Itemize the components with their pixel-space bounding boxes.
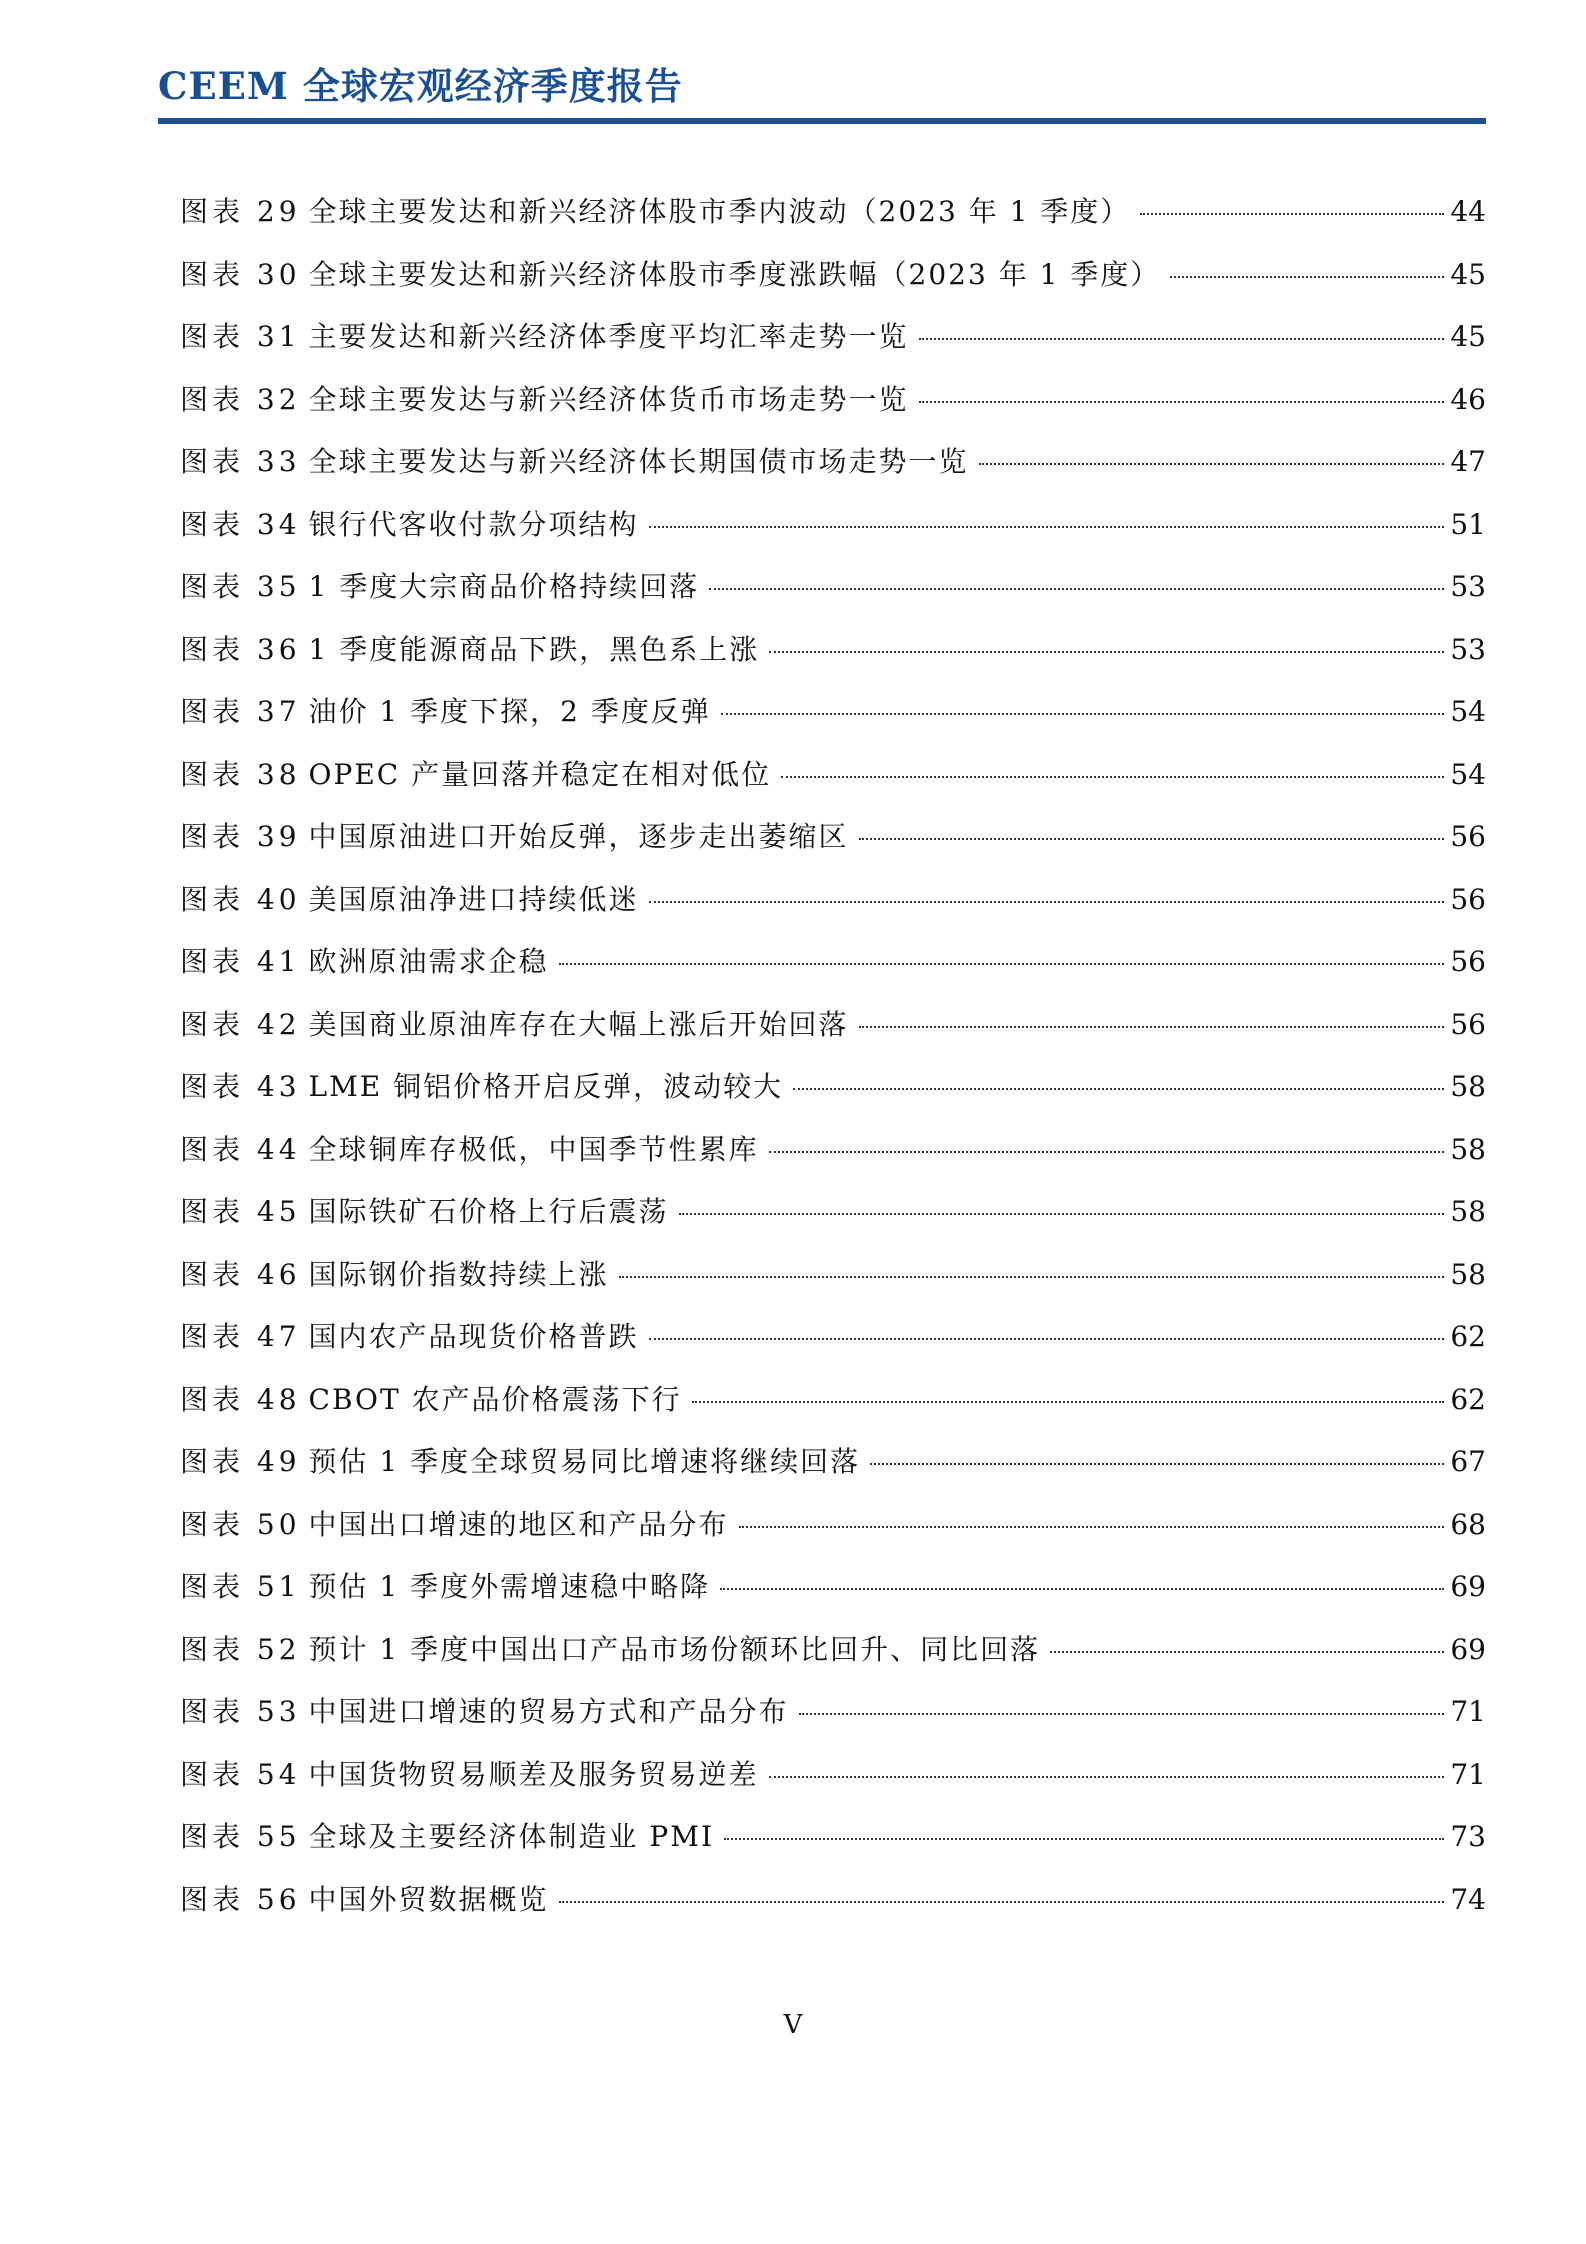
- toc-entry-dot-leader: [793, 1088, 1444, 1090]
- toc-entry-page-number: 69: [1450, 1632, 1486, 1666]
- toc-entry-figure-number: 图表 35: [180, 570, 301, 603]
- toc-entry-page-number: 71: [1450, 1695, 1486, 1728]
- toc-entry-dot-leader: [799, 1713, 1445, 1715]
- toc-entry[interactable]: [180, 1561, 1486, 1624]
- toc-entry-figure-number: 图表 32: [180, 382, 301, 416]
- toc-entry-dot-leader: [919, 338, 1445, 340]
- toc-entry-dot-leader: [739, 1526, 1445, 1528]
- toc-entry[interactable]: [180, 1061, 1486, 1124]
- toc-entry-dot-leader: [859, 1026, 1445, 1028]
- toc-entry-dot-leader: [1140, 213, 1444, 215]
- toc-entry[interactable]: [180, 1436, 1486, 1499]
- toc-entry-title: 中国进口增速的贸易方式和产品分布: [308, 1695, 789, 1728]
- toc-entry-title: 中国货物贸易顺差及服务贸易逆差: [308, 1757, 759, 1791]
- toc-entry-figure-number: 图表 44: [180, 1132, 301, 1166]
- toc-entry-title: 国际钢价指数持续上涨: [308, 1257, 609, 1291]
- toc-entry-title: 全球主要发达与新兴经济体货币市场走势一览: [308, 382, 909, 416]
- toc-entry[interactable]: [180, 499, 1486, 562]
- toc-entry-title: 油价 1 季度下探，2 季度反弹: [308, 695, 711, 728]
- toc-entry-page-number: 74: [1450, 1882, 1486, 1916]
- toc-entry-dot-leader: [1050, 1651, 1444, 1653]
- toc-entry[interactable]: [180, 1499, 1486, 1562]
- toc-entry-title: 全球铜库存极低，中国季节性累库: [308, 1132, 759, 1166]
- toc-entry-figure-number: 图表 37: [180, 695, 301, 728]
- toc-entry-dot-leader: [709, 588, 1444, 590]
- toc-entry-title: 主要发达和新兴经济体季度平均汇率走势一览: [308, 320, 909, 353]
- toc-entry[interactable]: [180, 1686, 1486, 1749]
- toc-entry-title: 国内农产品现货价格普跌: [308, 1320, 639, 1353]
- toc-entry-title: 预估 1 季度外需增速稳中略降: [308, 1570, 711, 1603]
- toc-entry-title: OPEC 产量回落并稳定在相对低位: [308, 757, 772, 791]
- report-title: CEEM 全球宏观经济季度报告: [158, 64, 683, 108]
- toc-entry-figure-number: 图表 36: [180, 632, 301, 666]
- toc-entry[interactable]: [180, 374, 1486, 437]
- toc-entry-title: 中国原油进口开始反弹，逐步走出萎缩区: [308, 820, 849, 853]
- toc-entry-page-number: 62: [1450, 1382, 1486, 1416]
- toc-entry-figure-number: 图表 33: [180, 445, 301, 478]
- toc-entry[interactable]: [180, 811, 1486, 874]
- toc-entry-dot-leader: [649, 901, 1445, 903]
- toc-entry[interactable]: [180, 1374, 1486, 1437]
- header-divider: [158, 118, 1486, 124]
- toc-entry-figure-number: 图表 56: [180, 1882, 301, 1916]
- toc-entry-page-number: 58: [1450, 1070, 1486, 1103]
- toc-entry-figure-number: 图表 47: [180, 1320, 301, 1353]
- toc-entry-page-number: 68: [1450, 1507, 1486, 1541]
- toc-entry-figure-number: 图表 30: [180, 257, 301, 291]
- toc-entry-title: LME 铜铝价格开启反弹，波动较大: [308, 1070, 784, 1103]
- toc-entry-page-number: 56: [1450, 882, 1486, 916]
- toc-entry-dot-leader: [720, 1588, 1444, 1590]
- toc-entry-figure-number: 图表 52: [180, 1632, 301, 1666]
- toc-entry-page-number: 58: [1450, 1195, 1486, 1228]
- toc-entry-dot-leader: [649, 1338, 1445, 1340]
- toc-entry-page-number: 58: [1450, 1132, 1486, 1166]
- toc-entry-dot-leader: [619, 1276, 1445, 1278]
- toc-entry[interactable]: [180, 561, 1486, 624]
- toc-entry-figure-number: 图表 46: [180, 1257, 301, 1291]
- toc-entry-title: 预估 1 季度全球贸易同比增速将继续回落: [308, 1445, 861, 1478]
- page-number: V: [783, 2010, 803, 2040]
- toc-entry-title: CBOT 农产品价格震荡下行: [308, 1382, 682, 1416]
- toc-entry-figure-number: 图表 45: [180, 1195, 301, 1228]
- toc-entry[interactable]: [180, 686, 1486, 749]
- toc-entry-page-number: 73: [1450, 1820, 1486, 1853]
- toc-entry-page-number: 45: [1450, 257, 1486, 291]
- toc-entry-figure-number: 图表 31: [180, 320, 301, 353]
- toc-entry-figure-number: 图表 39: [180, 820, 301, 853]
- toc-entry-title: 全球主要发达和新兴经济体股市季度涨跌幅（2023 年 1 季度）: [308, 257, 1161, 291]
- toc-entry[interactable]: [180, 1749, 1486, 1812]
- toc-entry-page-number: 67: [1450, 1445, 1486, 1478]
- toc-entry-title: 国际铁矿石价格上行后震荡: [308, 1195, 669, 1228]
- toc-entry-page-number: 53: [1450, 570, 1486, 603]
- figure-index-list: [180, 186, 1486, 1936]
- toc-entry[interactable]: [180, 186, 1486, 249]
- toc-entry-figure-number: 图表 29: [180, 195, 301, 228]
- toc-entry-figure-number: 图表 34: [180, 507, 301, 541]
- toc-entry-figure-number: 图表 41: [180, 945, 301, 978]
- toc-entry-page-number: 58: [1450, 1257, 1486, 1291]
- toc-entry-title: 预计 1 季度中国出口产品市场份额环比回升、同比回落: [308, 1632, 1041, 1666]
- toc-entry[interactable]: [180, 1311, 1486, 1374]
- toc-entry[interactable]: [180, 749, 1486, 812]
- toc-entry-dot-leader: [724, 1838, 1444, 1840]
- toc-entry-dot-leader: [559, 963, 1445, 965]
- toc-entry-figure-number: 图表 48: [180, 1382, 301, 1416]
- toc-entry[interactable]: [180, 1874, 1486, 1937]
- report-header: [158, 60, 1486, 124]
- toc-entry[interactable]: [180, 1124, 1486, 1187]
- toc-entry-page-number: 56: [1450, 945, 1486, 978]
- toc-entry-page-number: 69: [1450, 1570, 1486, 1603]
- toc-entry-figure-number: 图表 43: [180, 1070, 301, 1103]
- toc-entry[interactable]: [180, 311, 1486, 374]
- toc-entry[interactable]: [180, 874, 1486, 937]
- toc-entry[interactable]: [180, 436, 1486, 499]
- toc-entry-figure-number: 图表 51: [180, 1570, 301, 1603]
- toc-entry-dot-leader: [1170, 276, 1444, 278]
- toc-entry-dot-leader: [679, 1213, 1445, 1215]
- toc-entry-dot-leader: [859, 838, 1445, 840]
- toc-entry-dot-leader: [649, 526, 1445, 528]
- toc-entry-dot-leader: [721, 713, 1444, 715]
- toc-entry-title: 全球及主要经济体制造业 PMI: [308, 1820, 715, 1853]
- toc-entry-figure-number: 图表 55: [180, 1820, 301, 1853]
- toc-entry[interactable]: [180, 936, 1486, 999]
- toc-entry-title: 欧洲原油需求企稳: [308, 945, 549, 978]
- toc-entry-page-number: 54: [1450, 695, 1486, 728]
- toc-entry[interactable]: [180, 249, 1486, 312]
- toc-entry-dot-leader: [769, 1151, 1445, 1153]
- toc-entry[interactable]: [180, 1249, 1486, 1312]
- toc-entry-dot-leader: [559, 1901, 1445, 1903]
- toc-entry-figure-number: 图表 50: [180, 1507, 301, 1541]
- toc-entry-title: 全球主要发达与新兴经济体长期国债市场走势一览: [308, 445, 969, 478]
- toc-entry-title: 1 季度能源商品下跌，黑色系上涨: [308, 632, 760, 666]
- toc-entry-title: 全球主要发达和新兴经济体股市季内波动（2023 年 1 季度）: [308, 195, 1131, 228]
- toc-entry-title: 中国外贸数据概览: [308, 1882, 549, 1916]
- toc-entry-page-number: 62: [1450, 1320, 1486, 1353]
- toc-entry-page-number: 44: [1450, 195, 1486, 228]
- toc-entry-title: 美国商业原油库存在大幅上涨后开始回落: [308, 1007, 849, 1041]
- toc-entry-dot-leader: [979, 463, 1445, 465]
- toc-entry-figure-number: 图表 53: [180, 1695, 301, 1728]
- toc-entry[interactable]: [180, 1811, 1486, 1874]
- toc-entry-title: 银行代客收付款分项结构: [308, 507, 639, 541]
- toc-entry-page-number: 54: [1450, 757, 1486, 791]
- toc-entry[interactable]: [180, 1186, 1486, 1249]
- toc-entry-dot-leader: [781, 776, 1444, 778]
- toc-entry-figure-number: 图表 42: [180, 1007, 301, 1041]
- toc-entry-figure-number: 图表 40: [180, 882, 301, 916]
- toc-entry-dot-leader: [919, 401, 1445, 403]
- toc-entry-figure-number: 图表 49: [180, 1445, 301, 1478]
- toc-entry-dot-leader: [870, 1463, 1444, 1465]
- toc-entry[interactable]: [180, 999, 1486, 1062]
- toc-entry-page-number: 51: [1450, 507, 1486, 541]
- toc-entry-page-number: 71: [1450, 1757, 1486, 1791]
- toc-entry-title: 美国原油净进口持续低迷: [308, 882, 639, 916]
- toc-entry-page-number: 53: [1450, 632, 1486, 666]
- toc-entry-dot-leader: [769, 651, 1444, 653]
- toc-entry[interactable]: [180, 1624, 1486, 1687]
- toc-entry-figure-number: 图表 38: [180, 757, 301, 791]
- toc-entry-page-number: 46: [1450, 382, 1486, 416]
- toc-entry-dot-leader: [692, 1401, 1445, 1403]
- toc-entry-figure-number: 图表 54: [180, 1757, 301, 1791]
- toc-entry-page-number: 56: [1450, 820, 1486, 853]
- toc-entry-page-number: 56: [1450, 1007, 1486, 1041]
- toc-entry-title: 1 季度大宗商品价格持续回落: [308, 570, 700, 603]
- toc-entry-title: 中国出口增速的地区和产品分布: [308, 1507, 729, 1541]
- toc-entry-page-number: 45: [1450, 320, 1486, 353]
- toc-entry-dot-leader: [769, 1776, 1445, 1778]
- toc-entry-page-number: 47: [1450, 445, 1486, 478]
- toc-entry[interactable]: [180, 624, 1486, 687]
